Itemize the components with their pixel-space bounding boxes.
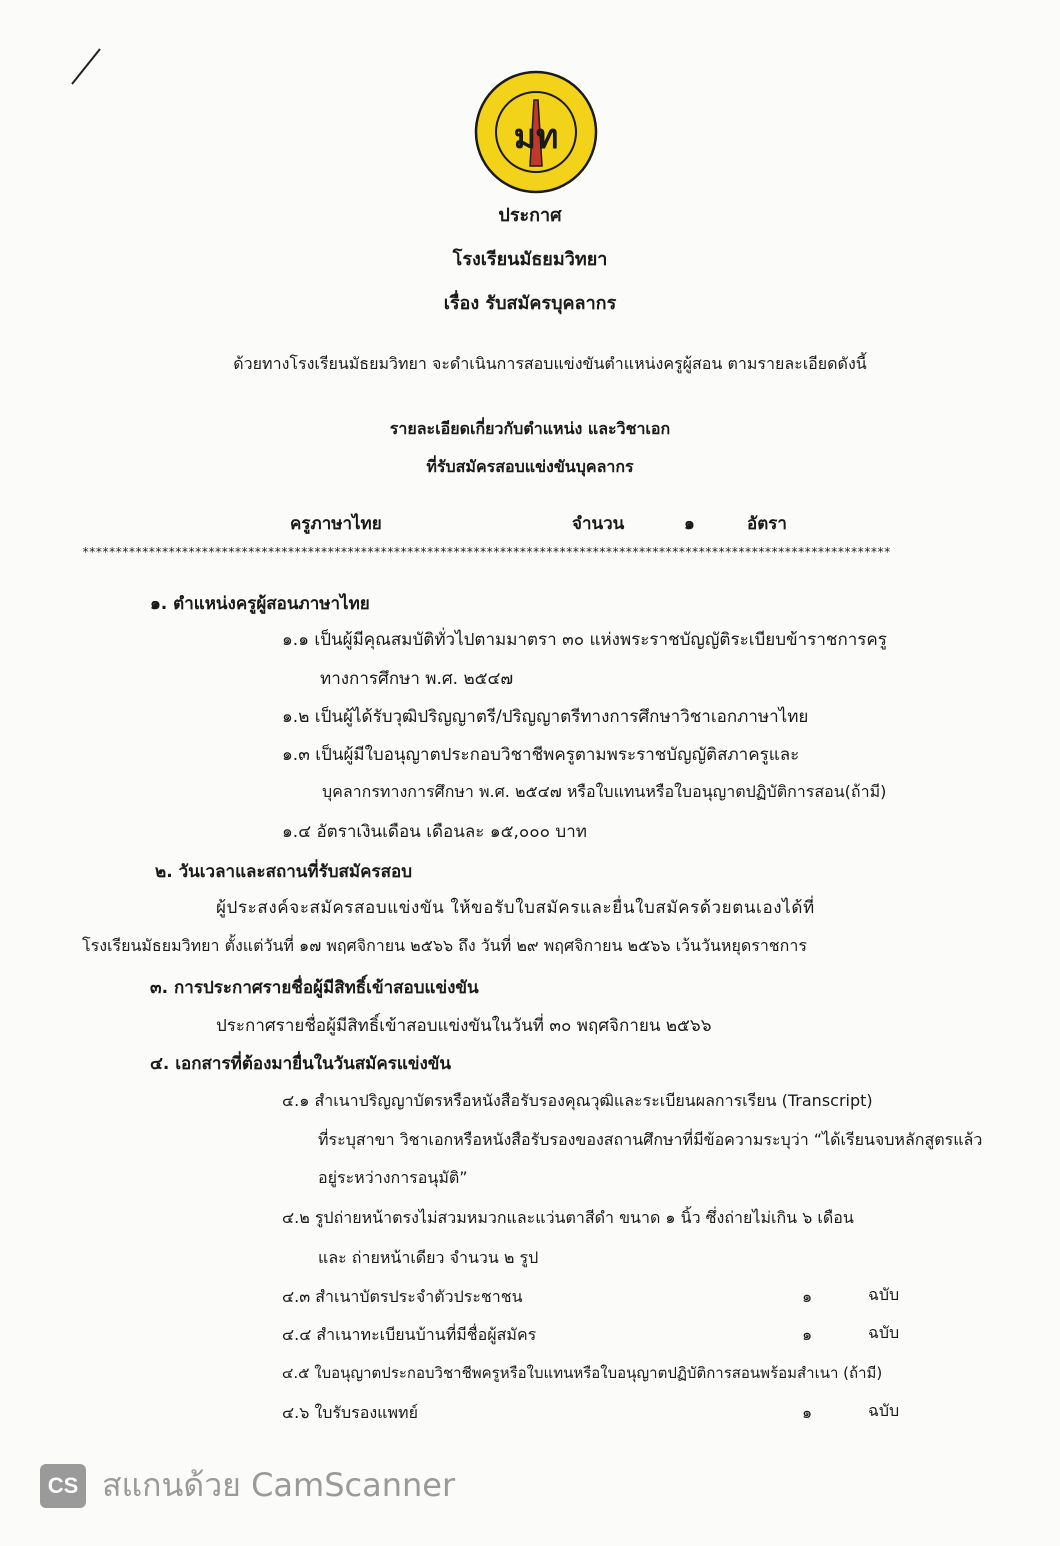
pen-stroke-mark: [70, 46, 110, 86]
section3-line1: ประกาศรายชื่อผู้มีสิทธิ์เข้าสอบแข่งขันในวันที่ ๓๐ พฤศจิกายน ๒๕๖๖: [216, 1016, 712, 1036]
item-4-2-line2: และ ถ่ายหน้าเดียว จำนวน ๒ รูป: [318, 1248, 539, 1267]
separator-stars: **************************************************************************************************************************: [82, 545, 891, 559]
section1-title: ๑. ตำแหน่งครูผู้สอนภาษาไทย: [150, 594, 370, 614]
section2-title: ๒. วันเวลาและสถานที่รับสมัครสอบ: [155, 862, 413, 882]
item-4-1-line2: ที่ระบุสาขา วิชาเอกหรือหนังสือรับรองของสถานศึกษาที่มีข้อความระบุว่า “ได้เรียนจบหลักสูตรแล้ว: [318, 1130, 983, 1149]
item-4-6-unit: ฉบับ: [868, 1401, 900, 1420]
amount-label: จำนวน: [572, 514, 625, 534]
item-4-4: ๔.๔ สำเนาทะเบียนบ้านที่มีชื่อผู้สมัคร: [282, 1325, 537, 1344]
item-4-5: ๔.๕ ใบอนุญาตประกอบวิชาชีพครูหรือใบแทนหรือใบอนุญาตปฏิบัติการสอนพร้อมสำเนา (ถ้ามี): [282, 1364, 883, 1382]
section2-line1: ผู้ประสงค์จะสมัครสอบแข่งขัน ให้ขอรับใบสมัครและยื่นใบสมัครด้วยตนเองได้ที่: [216, 898, 815, 918]
item-4-1-line1: ๔.๑ สำเนาปริญญาบัตรหรือหนังสือรับรองคุณวุฒิและระเบียนผลการเรียน (Transcript): [282, 1091, 873, 1110]
intro-paragraph: ด้วยทางโรงเรียนมัธยมวิทยา จะดำเนินการสอบแข่งขันตำแหน่งครูผู้สอน ตามรายละเอียดดังนี้: [233, 354, 867, 373]
school-logo: [474, 70, 598, 194]
item-1-1-line2: ทางการศึกษา พ.ศ. ๒๕๔๗: [320, 669, 514, 689]
details-title-line2: ที่รับสมัครสอบแข่งขันบุคลากร: [426, 457, 634, 476]
item-4-1-line3: อยู่ระหว่างการอนุมัติ”: [318, 1168, 468, 1187]
amount-unit: อัตรา: [747, 514, 787, 534]
school-name: โรงเรียนมัธยมวิทยา: [452, 249, 608, 270]
item-4-2-line1: ๔.๒ รูปถ่ายหน้าตรงไม่สวมหมวกและแว่นตาสีดำ ขนาด ๑ นิ้ว ซึ่งถ่ายไม่เกิน ๖ เดือน: [282, 1208, 854, 1227]
camscanner-text: สแกนด้วย CamScanner: [102, 1466, 456, 1504]
section3-title: ๓. การประกาศรายชื่อผู้มีสิทธิ์เข้าสอบแข่งขัน: [150, 978, 479, 998]
item-4-4-unit: ฉบับ: [868, 1323, 900, 1342]
item-1-3-line1: ๑.๓ เป็นผู้มีใบอนุญาตประกอบวิชาชีพครูตามพระราชบัญญัติสภาครูและ: [282, 745, 800, 765]
item-4-4-qty: ๑: [802, 1325, 813, 1344]
item-1-4: ๑.๔ อัตราเงินเดือน เดือนละ ๑๕,๐๐๐ บาท: [282, 822, 587, 842]
logo-center-letters: มท: [513, 117, 559, 157]
position-name: ครูภาษาไทย: [290, 514, 382, 534]
item-4-6-qty: ๑: [802, 1403, 813, 1422]
item-1-1-line1: ๑.๑ เป็นผู้มีคุณสมบัติทั่วไปตามมาตรา ๓๐ แห่งพระราชบัญญัติระเบียบข้าราชการครู: [282, 630, 887, 650]
item-4-3: ๔.๓ สำเนาบัตรประจำตัวประชาชน: [282, 1287, 523, 1306]
announcement-subject: เรื่อง รับสมัครบุคลากร: [443, 293, 617, 314]
item-1-2: ๑.๒ เป็นผู้ได้รับวุฒิปริญญาตรี/ปริญญาตรีทางการศึกษาวิชาเอกภาษาไทย: [282, 707, 809, 727]
item-4-6: ๔.๖ ใบรับรองแพทย์: [282, 1403, 418, 1422]
amount-value: ๑: [684, 514, 695, 534]
section2-line2: โรงเรียนมัธยมวิทยา ตั้งแต่วันที่ ๑๗ พฤศจิกายน ๒๕๖๖ ถึง วันที่ ๒๙ พฤศจิกายน ๒๕๖๖ เว้นวันหยุดราชการ: [82, 936, 807, 955]
item-1-3-line2: บุคลากรทางการศึกษา พ.ศ. ๒๕๔๗ หรือใบแทนหรือใบอนุญาตปฏิบัติการสอน(ถ้ามี): [322, 782, 887, 801]
camscanner-watermark: [40, 1460, 455, 1511]
details-title-line1: รายละเอียดเกี่ยวกับตำแหน่ง และวิชาเอก: [389, 419, 671, 438]
item-4-3-unit: ฉบับ: [868, 1285, 900, 1304]
camscanner-badge-icon: CS: [40, 1464, 86, 1508]
item-4-3-qty: ๑: [802, 1287, 813, 1306]
announcement-heading: ประกาศ: [498, 205, 562, 226]
section4-title: ๔. เอกสารที่ต้องมายื่นในวันสมัครแข่งขัน: [150, 1054, 451, 1074]
